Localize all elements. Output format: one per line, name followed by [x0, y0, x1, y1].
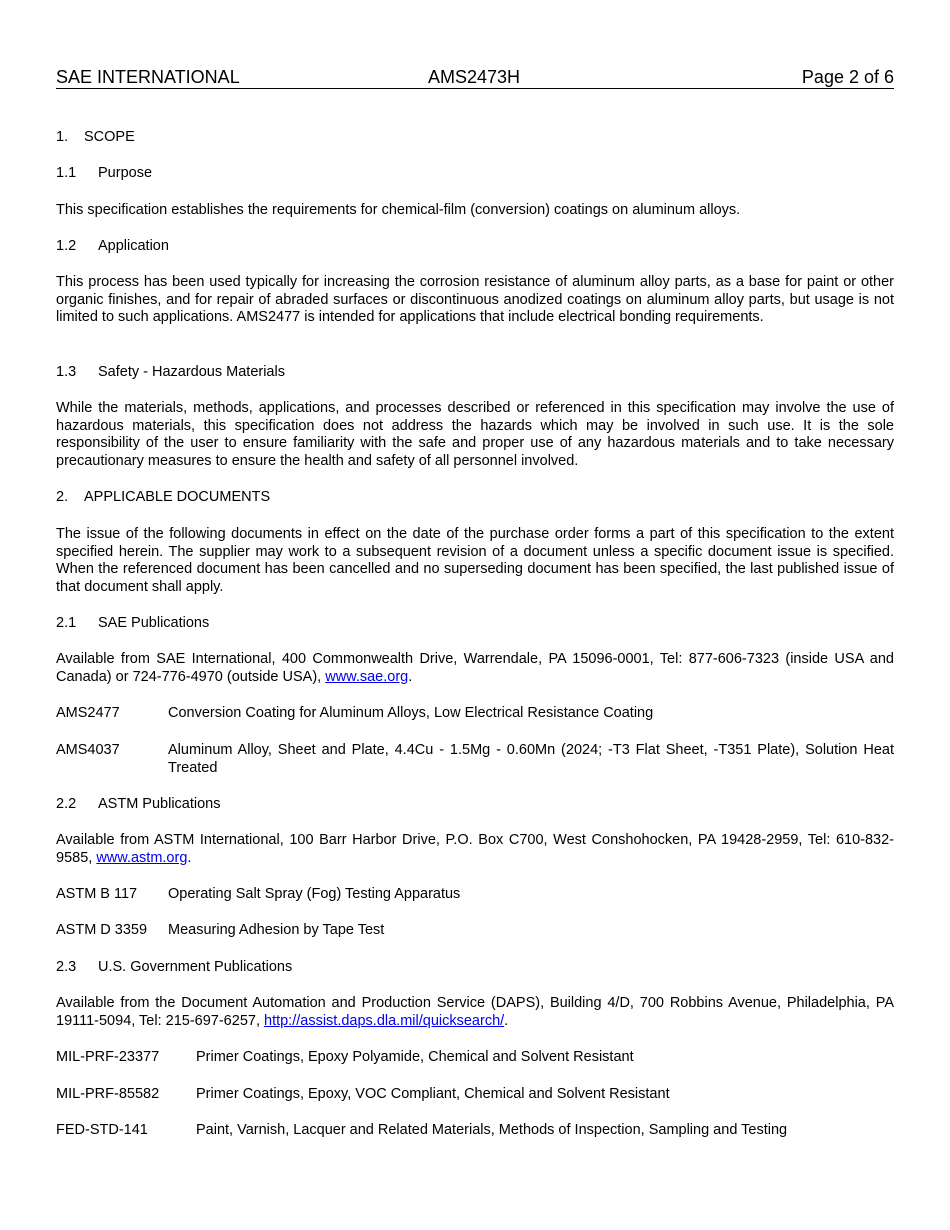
reference-title: Primer Coatings, Epoxy, VOC Compliant, Chemical and Solvent Resistant — [196, 1086, 670, 1102]
reference-code: AMS2477 — [56, 705, 120, 721]
availability-text-end: . — [504, 1012, 509, 1029]
page-header — [56, 67, 894, 89]
section-heading-2 — [56, 489, 894, 507]
reference-code: ASTM B 117 — [56, 886, 138, 902]
reference-title: Measuring Adhesion by Tape Test — [168, 922, 385, 938]
reference-item — [56, 886, 894, 904]
reference-item — [56, 1049, 894, 1067]
section-title: ASTM Publications — [98, 796, 221, 812]
reference-title: Paint, Varnish, Lacquer and Related Materials, Methods of Inspection, Sampling and Testing — [196, 1122, 788, 1138]
paragraph-applicable-documents: The issue of the following documents in effect on the date of the purchase order forms a part of this specification to the extent specified herein. The supplier may work to a subsequent revision of a document unless a specific document issue is specified. When the referenced document has been cancelled and no superseding document has been specified, the last published issue of that document shall apply. — [56, 526, 894, 595]
astm-website-link[interactable]: www.astm.org — [96, 849, 188, 866]
assist-website-link[interactable]: http://assist.daps.dla.mil/quicksearch/ — [264, 1012, 505, 1029]
section-number: 1.1 — [56, 165, 77, 181]
paragraph-application: This process has been used typically for increasing the corrosion resistance of aluminum alloy parts, as a base for paint or other organic finishes, and for repair of abraded surfaces or discontinuous anodized coatings on aluminum alloy parts, but usage is not limited to such applications. AMS2477 is intended for applications that include electrical bonding requirements. — [56, 274, 894, 326]
header-page-number: Page 2 of 6 — [801, 67, 894, 87]
section-number: 2.1 — [56, 615, 77, 631]
section-title: U.S. Government Publications — [98, 959, 293, 975]
section-number: 2.3 — [56, 959, 77, 975]
reference-title: Primer Coatings, Epoxy Polyamide, Chemical and Solvent Resistant — [196, 1049, 634, 1065]
reference-code: MIL-PRF-85582 — [56, 1086, 160, 1102]
reference-title: Operating Salt Spray (Fog) Testing Apparatus — [168, 886, 461, 902]
section-heading-2-1 — [56, 615, 894, 633]
reference-title: Aluminum Alloy, Sheet and Plate, 4.4Cu - 1.5Mg - 0.60Mn (2024; -T3 Flat Sheet, -T351 Plate), Solution Heat Treated — [168, 742, 894, 776]
reference-item — [56, 1122, 894, 1140]
availability-text: Available from the Document Automation and Production Service (DAPS), Building 4/D, 700 Robbins Avenue, Philadelphia, PA 19111-5094, Tel: 215-697-6257, — [56, 995, 894, 1029]
header-document-number: AMS2473H — [428, 67, 521, 87]
section-title: APPLICABLE DOCUMENTS — [84, 489, 271, 505]
availability-text-end: . — [187, 849, 192, 866]
section-title: Safety - Hazardous Materials — [98, 364, 285, 380]
reference-title: Conversion Coating for Aluminum Alloys, Low Electrical Resistance Coating — [168, 705, 654, 721]
availability-text-end: . — [408, 668, 413, 685]
section-title: SCOPE — [84, 129, 135, 145]
paragraph-sae-availability — [56, 651, 894, 686]
section-number: 1.3 — [56, 364, 77, 380]
reference-code: AMS4037 — [56, 742, 120, 758]
section-heading-1-1 — [56, 165, 894, 183]
reference-code: MIL-PRF-23377 — [56, 1049, 160, 1065]
section-number: 1.2 — [56, 238, 77, 254]
paragraph-astm-availability — [56, 832, 894, 867]
section-number: 1. — [56, 129, 69, 145]
availability-text: Available from SAE International, 400 Commonwealth Drive, Warrendale, PA 15096-0001, Tel: 877-606-7323 (inside USA and Canada) or 724-776-4970 (outside USA), — [56, 651, 894, 685]
sae-website-link[interactable]: www.sae.org — [325, 668, 409, 685]
section-number: 2.2 — [56, 796, 77, 812]
section-title: Purpose — [98, 165, 153, 181]
availability-text: Available from ASTM International, 100 Barr Harbor Drive, P.O. Box C700, West Conshohocken, PA 19428-2959, Tel: 610-832-9585, — [56, 832, 894, 866]
paragraph-safety: While the materials, methods, applications, and processes described or referenced in this specification may involve the use of hazardous materials, this specification does not address the hazards which may be involved in such use. It is the sole responsibility of the user to ensure familiarity with the safe and proper use of any hazardous materials and to take necessary precautionary measures to ensure the health and safety of all personnel involved. — [56, 400, 894, 469]
section-heading-2-3 — [56, 959, 894, 977]
section-heading-1-3 — [56, 364, 894, 382]
section-number: 2. — [56, 489, 69, 505]
reference-code: FED-STD-141 — [56, 1122, 148, 1138]
paragraph-purpose: This specification establishes the requirements for chemical-film (conversion) coatings on aluminum alloys. — [56, 202, 741, 218]
paragraph-government-availability — [56, 995, 894, 1030]
reference-code: ASTM D 3359 — [56, 922, 148, 938]
reference-item — [56, 705, 894, 723]
reference-item — [56, 1086, 894, 1104]
section-title: SAE Publications — [98, 615, 210, 631]
section-heading-1 — [56, 129, 894, 147]
reference-item — [56, 742, 894, 777]
header-organization: SAE INTERNATIONAL — [56, 67, 240, 87]
section-heading-2-2 — [56, 796, 894, 814]
reference-item — [56, 922, 894, 940]
section-heading-1-2 — [56, 238, 894, 256]
section-title: Application — [98, 238, 169, 254]
